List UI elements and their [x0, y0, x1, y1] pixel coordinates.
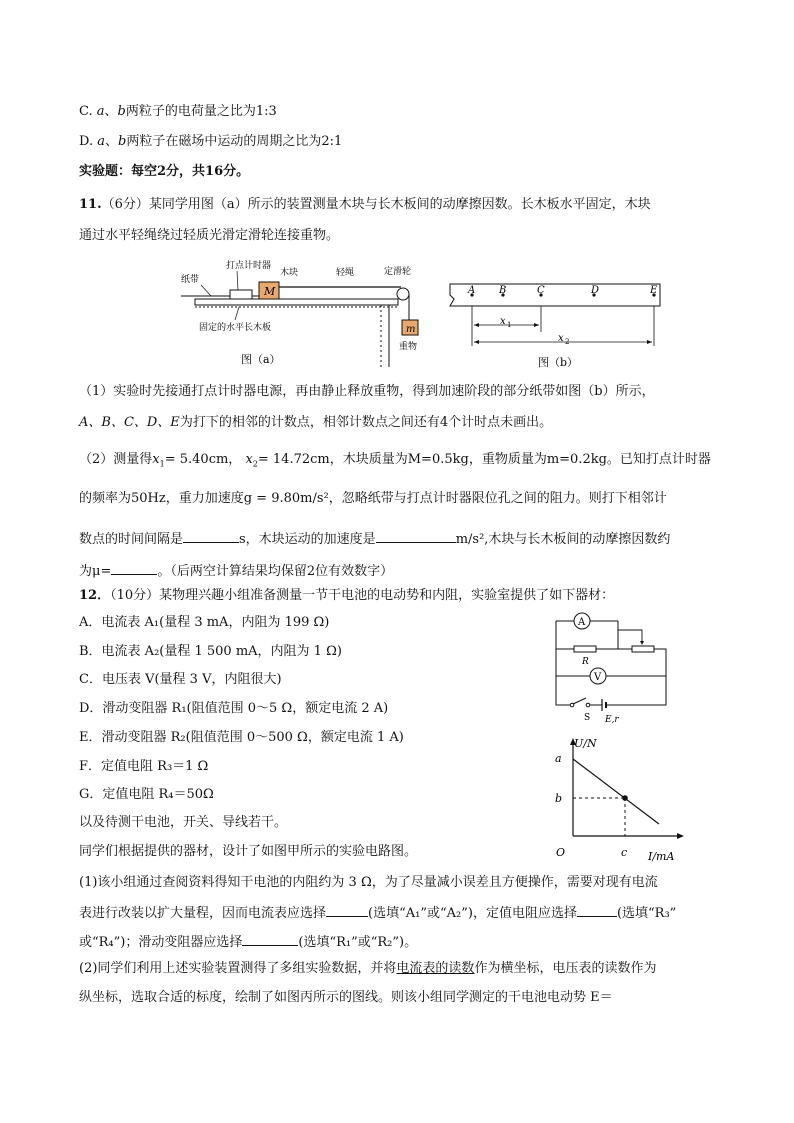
figure-a	[175, 252, 435, 372]
x1-subscript: 1	[507, 321, 512, 329]
blank-acceleration[interactable]	[376, 528, 456, 543]
label-timer: 打点计时器	[226, 261, 272, 271]
x-axis-label: I/mA	[648, 850, 675, 863]
weight-label-m: m	[406, 324, 416, 335]
q11-part2-line4: 为μ= 。（后两空计算结果均保留2位有效数字）	[79, 560, 393, 581]
q12-sub2-line2: 纵坐标，选取合适的标度，绘制了如图丙所示的图线。则该小组同学测定的干电池电动势 E＝	[79, 990, 613, 1005]
blank-ammeter[interactable]	[326, 902, 368, 917]
label-rope: 轻绳	[336, 268, 355, 278]
label-point-a: A	[468, 285, 476, 296]
tape-outline	[450, 284, 660, 306]
label-pulley: 定滑轮	[384, 267, 412, 277]
q11-part1-line1: （1）实验时先接通打点计时器电源，再由静止释放重物，得到加速阶段的部分纸带如图（b）所示，	[79, 384, 655, 399]
battery-label: E,r	[605, 715, 619, 725]
q11-part2-line2: 的频率为50Hz，重力加速度g = 9.80m/s²，忽略纸带与打点计时器限位孔之间的阻力。则打下相邻计	[79, 491, 667, 506]
q11-stem-line2: 通过水平轻绳绕过轻质光滑定滑轮连接重物。	[79, 228, 340, 243]
ui-line	[573, 759, 659, 824]
option-c: C. a、b两粒子的电荷量之比为1:3	[79, 104, 277, 119]
q12-item-d: D．滑动变阻器 R₁(阻值范围 0～5 Ω，额定电流 2 A)	[79, 701, 389, 716]
label-b: b	[555, 792, 563, 805]
q12-item-c: C．电压表 V(量程 3 V，内阻很大)	[79, 672, 282, 687]
label-board: 固定的水平长木板	[199, 323, 272, 333]
label-block: 木块	[280, 268, 299, 278]
origin-label: O	[556, 846, 566, 859]
x2-label: x	[558, 333, 564, 344]
q12-item-f: F．定值电阻 R₃＝1 Ω	[79, 759, 209, 774]
voltmeter-label: V	[594, 672, 602, 683]
q12-item-g: G．定值电阻 R₄＝50Ω	[79, 787, 214, 802]
q12-sub1-line3: 或“R₄”)；滑动变阻器应选择 (选填“R₁”或“R₂”)。	[79, 931, 417, 952]
ui-graph	[548, 732, 688, 864]
circuit-outer-loop	[556, 649, 666, 705]
q12-item-a: A．电流表 A₁(量程 3 mA，内阻为 199 Ω)	[79, 615, 330, 630]
q12-stem: 12．（10分）某物理兴趣小组准备测量一节干电池的电动势和内阻，实验室提供了如下器材：	[79, 588, 615, 603]
q12-item-e: E．滑动变阻器 R₂(阻值范围 0～500 Ω，额定电流 1 A)	[79, 730, 404, 745]
resistor-label: R	[582, 657, 589, 667]
blank-resistor[interactable]	[577, 902, 617, 917]
q12-sub1-line2: 表进行改装以扩大量程，因而电流表应选择 (选填“A₁”或“A₂”)，定值电阻应选择 (选填“R₃”	[79, 902, 676, 923]
label-point-c: C	[537, 285, 545, 296]
label-weight: 重物	[399, 342, 418, 352]
resistor-r	[574, 646, 596, 652]
label-point-b: B	[499, 285, 507, 296]
x2-subscript: 2	[565, 338, 570, 346]
q12-item-b: B．电流表 A₂(量程 1 500 mA，内阻为 1 Ω)	[79, 644, 342, 659]
ammeter-label: A	[578, 617, 586, 628]
caption-b: 图（b）	[538, 356, 579, 369]
label-c: c	[621, 846, 628, 859]
q12-also: 以及待测干电池，开关、导线若干。	[79, 815, 288, 830]
blank-mu[interactable]	[111, 560, 157, 575]
label-tape: 纸带	[181, 275, 200, 285]
label-point-d: D	[591, 285, 600, 296]
q11-part1-line2: A、B、C、D、E为打下的相邻的计数点，相邻计数点之间还有4个计时点未画出。	[79, 415, 553, 430]
circuit-diagram	[548, 608, 678, 726]
x1-label: x	[500, 316, 506, 327]
board	[195, 299, 398, 305]
label-point-e: E	[650, 285, 658, 296]
q11-part2-line1: （2）测量得$x_1= 5.40cm$， $x_2= 14.72cm$，木块质量为M=0.5kg，重物质量为m=0.2kg。已知打点计时器	[79, 452, 711, 469]
blank-interval[interactable]	[183, 528, 239, 543]
blank-rheostat[interactable]	[242, 931, 298, 946]
label-a: a	[555, 752, 562, 765]
point-bc	[622, 795, 628, 801]
option-d: D. a、b两粒子在磁场中运动的周期之比为2:1	[79, 134, 343, 149]
y-axis-label: U/N	[574, 737, 597, 750]
figure-b	[448, 280, 668, 372]
rheostat	[632, 646, 654, 652]
q12-sub1-line1: (1)该小组通过查阅资料得知干电池的内阻约为 3 Ω，为了尽量减小误差且方便操作，需要对现有电流	[79, 875, 658, 890]
pulley-circle	[397, 288, 409, 300]
q12-design: 同学们根据提供的器材，设计了如图甲所示的实验电路图。	[79, 844, 418, 859]
q12-sub2-line1: (2)同学们利用上述实验装置测得了多组实验数据，并将电流表的读数作为横坐标，电压表的读数作为	[79, 961, 657, 976]
caption-a: 图（a）	[241, 353, 281, 366]
q11-stem-line1: 11.（6分）某同学用图（a）所示的装置测量木块与长木板间的动摩擦因数。长木板水平固定，木块	[79, 197, 651, 212]
block-label-m: M	[264, 285, 276, 298]
switch-label: S	[584, 713, 591, 723]
q11-part2-line3: 数点的时间间隔是 s，木块运动的加速度是 m/s²,木块与长木板间的动摩擦因数约	[79, 528, 670, 549]
section-heading: 实验题：每空2分，共16分。	[79, 164, 250, 179]
